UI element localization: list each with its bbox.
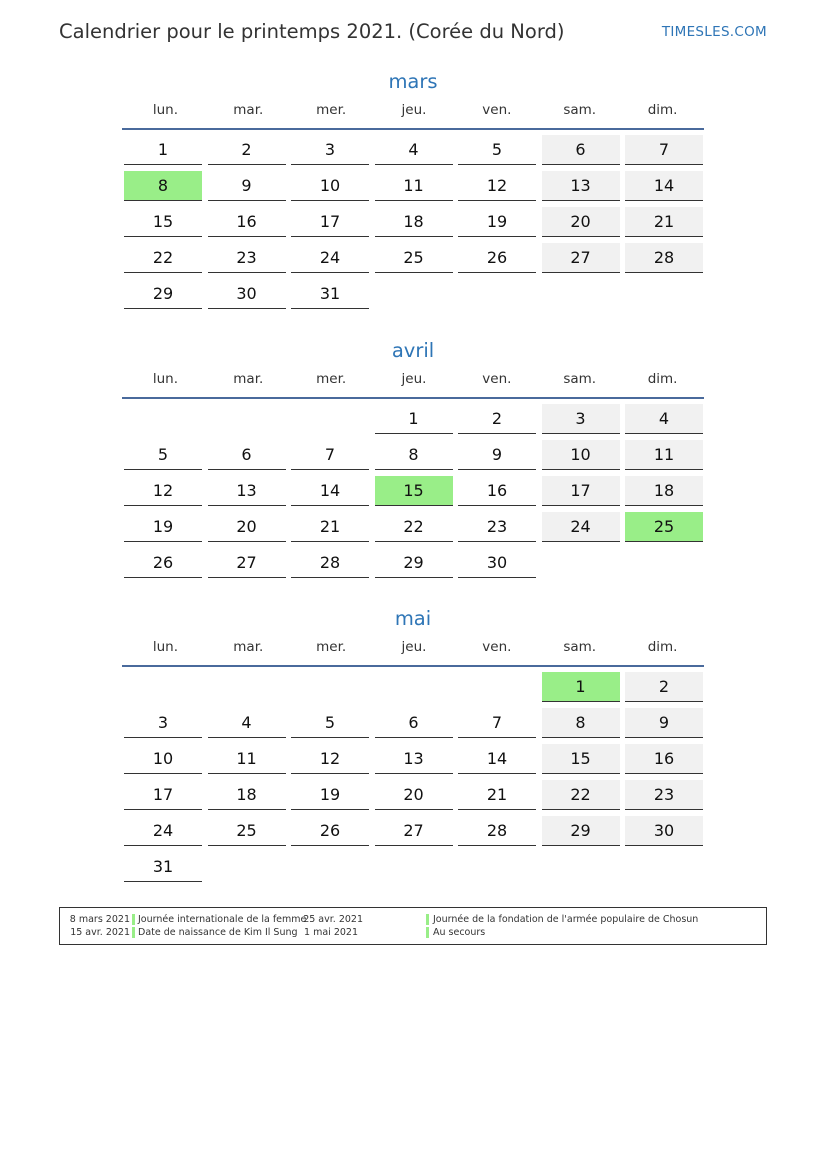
day-cell: 25 bbox=[375, 243, 453, 273]
day-cell: 16 bbox=[208, 207, 286, 237]
day-cell: 29 bbox=[124, 279, 202, 309]
day-cell: 25 bbox=[208, 816, 286, 846]
legend-date: 15 avr. 2021 bbox=[70, 927, 130, 938]
month-avril bbox=[122, 337, 704, 578]
day-cell: 20 bbox=[542, 207, 620, 237]
day-cell: 3 bbox=[542, 404, 620, 434]
day-cell: 21 bbox=[458, 780, 536, 810]
day-cell: 29 bbox=[542, 816, 620, 846]
page-title: Calendrier pour le printemps 2021. (Corée du Nord) bbox=[59, 20, 565, 43]
day-cell: 2 bbox=[625, 672, 703, 702]
day-cell: 13 bbox=[375, 744, 453, 774]
day-cell: 23 bbox=[458, 512, 536, 542]
day-cell: 10 bbox=[124, 744, 202, 774]
header-divider bbox=[122, 665, 704, 667]
day-cell: 29 bbox=[375, 548, 453, 578]
header-divider bbox=[122, 397, 704, 399]
day-cell-holiday: 8 bbox=[124, 171, 202, 201]
empty-cell bbox=[458, 672, 536, 701]
weekday-label: ven. bbox=[482, 371, 512, 387]
day-cell: 4 bbox=[625, 404, 703, 434]
day-cell: 18 bbox=[625, 476, 703, 506]
legend-label: Date de naissance de Kim Il Sung bbox=[138, 927, 298, 938]
month-mars bbox=[122, 68, 704, 309]
day-cell-holiday: 15 bbox=[375, 476, 453, 506]
day-cell: 9 bbox=[458, 440, 536, 470]
day-cell: 5 bbox=[458, 135, 536, 165]
holiday-legend bbox=[59, 907, 767, 945]
brand-logo-text[interactable]: TIMESLES.COM bbox=[661, 24, 767, 40]
day-cell: 31 bbox=[124, 852, 202, 882]
day-cell: 9 bbox=[208, 171, 286, 201]
legend-date: 25 avr. 2021 bbox=[303, 914, 363, 925]
weekday-label: mer. bbox=[316, 102, 347, 118]
day-cell: 6 bbox=[375, 708, 453, 738]
weekday-header bbox=[122, 639, 704, 661]
day-cell: 26 bbox=[291, 816, 369, 846]
weekday-label: lun. bbox=[152, 102, 178, 118]
day-cell-holiday: 1 bbox=[542, 672, 620, 702]
day-cell: 11 bbox=[208, 744, 286, 774]
day-cell: 7 bbox=[625, 135, 703, 165]
weekday-label: mer. bbox=[316, 371, 347, 387]
day-cell: 27 bbox=[375, 816, 453, 846]
day-cell: 16 bbox=[458, 476, 536, 506]
day-cell: 27 bbox=[208, 548, 286, 578]
day-cell: 22 bbox=[375, 512, 453, 542]
legend-date: 1 mai 2021 bbox=[304, 927, 358, 938]
day-cell: 13 bbox=[208, 476, 286, 506]
day-cell: 7 bbox=[291, 440, 369, 470]
day-cell: 19 bbox=[124, 512, 202, 542]
day-cell: 21 bbox=[625, 207, 703, 237]
day-cell: 11 bbox=[375, 171, 453, 201]
day-cell: 17 bbox=[291, 207, 369, 237]
empty-cell bbox=[208, 672, 286, 701]
day-cell: 2 bbox=[458, 404, 536, 434]
weekday-label: lun. bbox=[152, 371, 178, 387]
day-cell: 17 bbox=[124, 780, 202, 810]
day-cell: 4 bbox=[208, 708, 286, 738]
day-grid bbox=[122, 672, 704, 882]
legend-label: Journée de la fondation de l'armée populaire de Chosun bbox=[433, 914, 699, 925]
month-name: mars bbox=[388, 70, 438, 93]
day-cell: 5 bbox=[291, 708, 369, 738]
day-cell: 8 bbox=[375, 440, 453, 470]
day-cell: 21 bbox=[291, 512, 369, 542]
day-cell: 6 bbox=[208, 440, 286, 470]
header-divider bbox=[122, 128, 704, 130]
day-cell: 24 bbox=[542, 512, 620, 542]
empty-cell bbox=[124, 672, 202, 701]
day-cell: 30 bbox=[208, 279, 286, 309]
month-name: avril bbox=[391, 339, 435, 362]
day-cell: 1 bbox=[375, 404, 453, 434]
day-cell: 7 bbox=[458, 708, 536, 738]
day-cell: 18 bbox=[208, 780, 286, 810]
day-cell: 10 bbox=[542, 440, 620, 470]
day-cell: 13 bbox=[542, 171, 620, 201]
day-cell: 12 bbox=[124, 476, 202, 506]
weekday-label: mar. bbox=[233, 102, 264, 118]
empty-cell bbox=[124, 404, 202, 433]
day-cell: 23 bbox=[208, 243, 286, 273]
day-cell: 1 bbox=[124, 135, 202, 165]
day-cell: 27 bbox=[542, 243, 620, 273]
day-cell: 19 bbox=[458, 207, 536, 237]
day-cell: 14 bbox=[291, 476, 369, 506]
legend-color-swatch bbox=[132, 914, 135, 925]
legend-color-swatch bbox=[426, 927, 429, 938]
day-cell: 31 bbox=[291, 279, 369, 309]
day-grid bbox=[122, 135, 704, 309]
weekday-label: ven. bbox=[482, 102, 512, 118]
weekday-header bbox=[122, 371, 704, 393]
day-cell: 3 bbox=[124, 708, 202, 738]
day-cell: 10 bbox=[291, 171, 369, 201]
weekday-label: dim. bbox=[647, 102, 678, 118]
day-cell: 23 bbox=[625, 780, 703, 810]
day-cell: 12 bbox=[291, 744, 369, 774]
empty-cell bbox=[291, 404, 369, 433]
legend-date: 8 mars 2021 bbox=[69, 914, 130, 925]
weekday-label: dim. bbox=[647, 639, 678, 655]
day-cell: 30 bbox=[625, 816, 703, 846]
day-cell: 15 bbox=[124, 207, 202, 237]
day-cell: 30 bbox=[458, 548, 536, 578]
day-cell: 9 bbox=[625, 708, 703, 738]
weekday-label: mer. bbox=[316, 639, 347, 655]
weekday-label: dim. bbox=[647, 371, 678, 387]
weekday-label: jeu. bbox=[401, 639, 427, 655]
day-cell: 28 bbox=[625, 243, 703, 273]
empty-cell bbox=[208, 404, 286, 433]
day-cell: 15 bbox=[542, 744, 620, 774]
day-cell: 28 bbox=[291, 548, 369, 578]
day-cell: 18 bbox=[375, 207, 453, 237]
day-cell: 26 bbox=[458, 243, 536, 273]
day-cell: 6 bbox=[542, 135, 620, 165]
day-cell: 2 bbox=[208, 135, 286, 165]
day-cell: 4 bbox=[375, 135, 453, 165]
day-cell: 12 bbox=[458, 171, 536, 201]
day-cell: 8 bbox=[542, 708, 620, 738]
month-mai bbox=[122, 605, 704, 882]
day-cell: 14 bbox=[458, 744, 536, 774]
empty-cell bbox=[375, 672, 453, 701]
day-cell-holiday: 25 bbox=[625, 512, 703, 542]
weekday-label: ven. bbox=[482, 639, 512, 655]
weekday-label: jeu. bbox=[401, 102, 427, 118]
weekday-label: sam. bbox=[563, 639, 597, 655]
day-cell: 20 bbox=[208, 512, 286, 542]
weekday-label: mar. bbox=[233, 371, 264, 387]
day-grid bbox=[122, 404, 704, 578]
day-cell: 22 bbox=[124, 243, 202, 273]
day-cell: 22 bbox=[542, 780, 620, 810]
day-cell: 14 bbox=[625, 171, 703, 201]
legend-label: Journée internationale de la femme bbox=[138, 914, 307, 925]
weekday-label: sam. bbox=[563, 371, 597, 387]
day-cell: 19 bbox=[291, 780, 369, 810]
weekday-label: lun. bbox=[152, 639, 178, 655]
day-cell: 26 bbox=[124, 548, 202, 578]
weekday-label: sam. bbox=[563, 102, 597, 118]
legend-color-swatch bbox=[132, 927, 135, 938]
day-cell: 5 bbox=[124, 440, 202, 470]
weekday-label: mar. bbox=[233, 639, 264, 655]
day-cell: 3 bbox=[291, 135, 369, 165]
empty-cell bbox=[291, 672, 369, 701]
weekday-label: jeu. bbox=[401, 371, 427, 387]
day-cell: 17 bbox=[542, 476, 620, 506]
day-cell: 11 bbox=[625, 440, 703, 470]
month-name: mai bbox=[394, 607, 432, 630]
day-cell: 24 bbox=[124, 816, 202, 846]
legend-label: Au secours bbox=[433, 927, 486, 938]
day-cell: 16 bbox=[625, 744, 703, 774]
weekday-header bbox=[122, 102, 704, 124]
legend-color-swatch bbox=[426, 914, 429, 925]
day-cell: 24 bbox=[291, 243, 369, 273]
day-cell: 28 bbox=[458, 816, 536, 846]
day-cell: 20 bbox=[375, 780, 453, 810]
